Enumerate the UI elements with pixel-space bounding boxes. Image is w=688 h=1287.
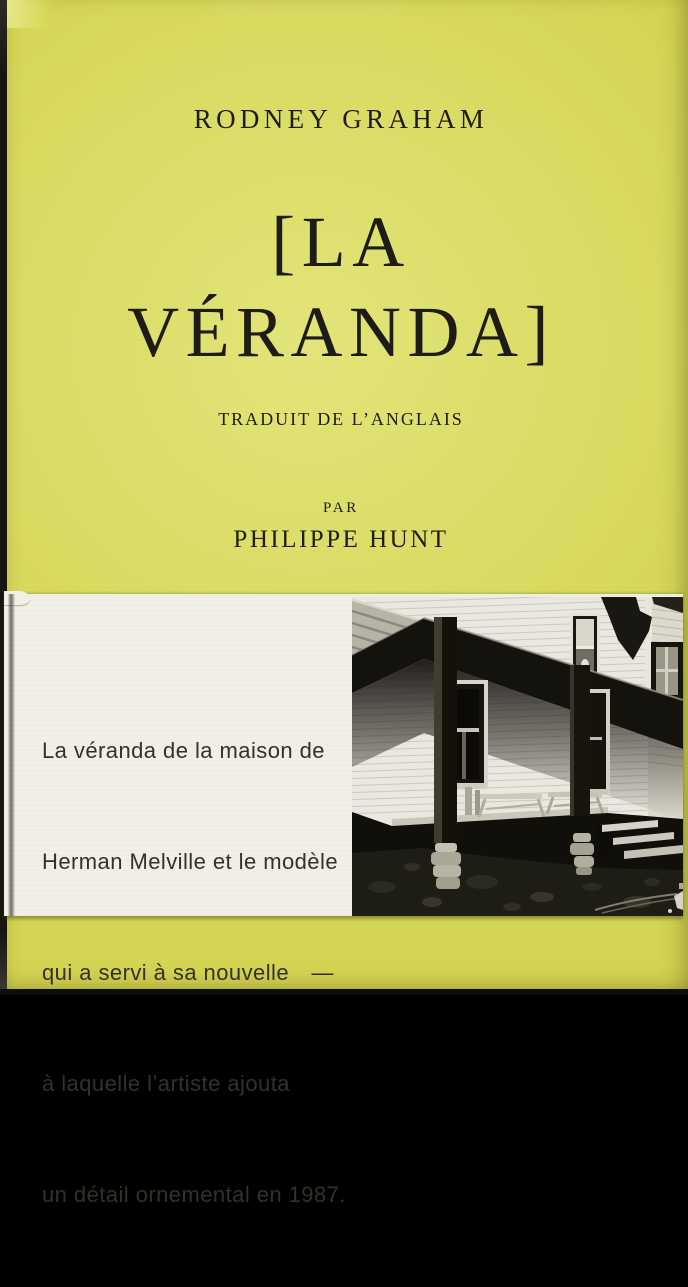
subtitle: TRADUIT DE L’ANGLAIS [218, 409, 464, 429]
veranda-photo [352, 597, 683, 916]
band-crease [8, 594, 15, 916]
caption-line-5: un détail ornemental en 1987. [42, 1182, 346, 1207]
wraparound-band [4, 594, 683, 1207]
author-name: RODNEY GRAHAM [193, 104, 489, 134]
photo-caption [42, 658, 347, 1287]
caption-line-1: La véranda de la maison de [42, 738, 325, 763]
caption-line-3: qui a servi à sa nouvelle — [42, 960, 334, 985]
title-line-2: VÉRANDA] [127, 292, 555, 372]
corner-post [434, 617, 457, 843]
title-line-1: [LA [271, 202, 411, 282]
byline-label: PAR [323, 500, 359, 516]
book-title [0, 197, 682, 377]
caption-line-4: à laquelle l’artiste ajouta [42, 1071, 290, 1096]
porch-post [570, 665, 590, 816]
caption-line-2: Herman Melville et le modèle [42, 849, 338, 874]
translator-name: PHILIPPE HUNT [233, 526, 449, 553]
